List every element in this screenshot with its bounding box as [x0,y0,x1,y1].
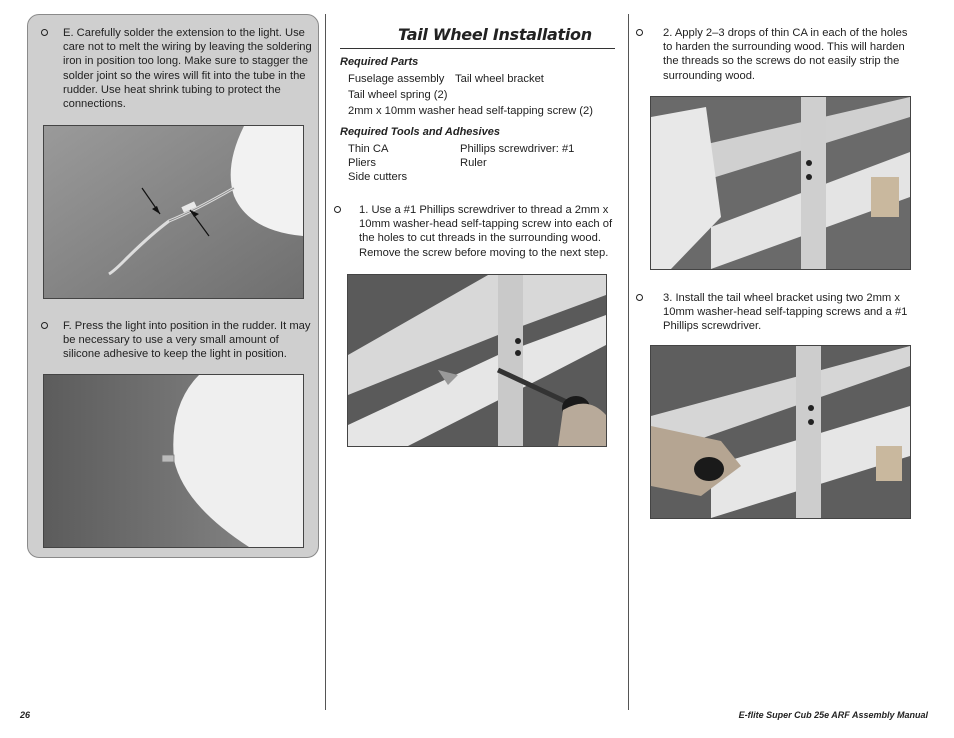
checkbox-circle-icon[interactable] [636,294,643,301]
step-2-text: 2. Apply 2–3 drops of thin CA in each of the holes to harden the surrounding wood. This will harden the threads so the screws do not easily strip the surrounding wood. [663,27,908,82]
part-item: Fuselage assembly [348,73,445,85]
tool-item: Phillips screwdriver: #1 [460,143,575,155]
part-item: 2mm x 10mm washer head self-tapping screw (2) [348,105,593,117]
photo-install-bracket [650,345,911,519]
required-parts-heading: Required Parts [340,56,419,68]
checkbox-circle-icon[interactable] [41,29,48,36]
photo-light-in-rudder [43,374,304,548]
tool-item: Ruler [460,157,487,169]
column-divider [325,14,326,710]
part-item: Tail wheel spring (2) [348,89,448,101]
checkbox-circle-icon[interactable] [334,206,341,213]
photo-light-in-rudder-image [44,375,303,547]
photo-install-bracket-image [651,346,910,518]
checkbox-circle-icon[interactable] [41,322,48,329]
photo-apply-ca [650,96,911,270]
checkbox-circle-icon[interactable] [636,29,643,36]
required-tools-heading: Required Tools and Adhesives [340,126,500,138]
page-number: 26 [20,710,31,720]
step-1-text: 1. Use a #1 Phillips screwdriver to thread a 2mm x 10mm washer-head self-tapping screw into each of the holes to cut threads in the surrounding wood. Remove the screw before moving to the next step. [359,204,613,259]
photo-solder-extension [43,125,304,299]
section-title: Tail Wheel Installation [398,25,592,44]
manual-title: E-flite Super Cub 25e ARF Assembly Manual [738,710,928,720]
column-divider [628,14,629,710]
tool-item: Thin CA [348,143,389,155]
photo-apply-ca-image [651,97,910,269]
step-f-text: F. Press the light into position in the rudder. It may be necessary to use a very small amount of silicone adhesive to keep the light in position. [63,320,311,361]
photo-solder-extension-image [44,126,303,298]
step-3-text: 3. Install the tail wheel bracket using two 2mm x 10mm washer-head self-tapping screws and a #1 Phillips screwdriver. [663,292,908,333]
step-e-text: E. Carefully solder the extension to the light. Use care not to melt the wiring by leaving the soldering iron in position too long. Make sure to stagger the solder joint so the wires will fit into the tube in the rudder. Use heat shrink tubing to protect the connections. [63,27,312,111]
tool-item: Side cutters [348,171,408,183]
title-rule [340,48,615,49]
tool-item: Pliers [348,157,376,169]
part-item: Tail wheel bracket [455,73,544,85]
photo-thread-holes [347,274,607,447]
photo-thread-holes-image [348,275,606,446]
